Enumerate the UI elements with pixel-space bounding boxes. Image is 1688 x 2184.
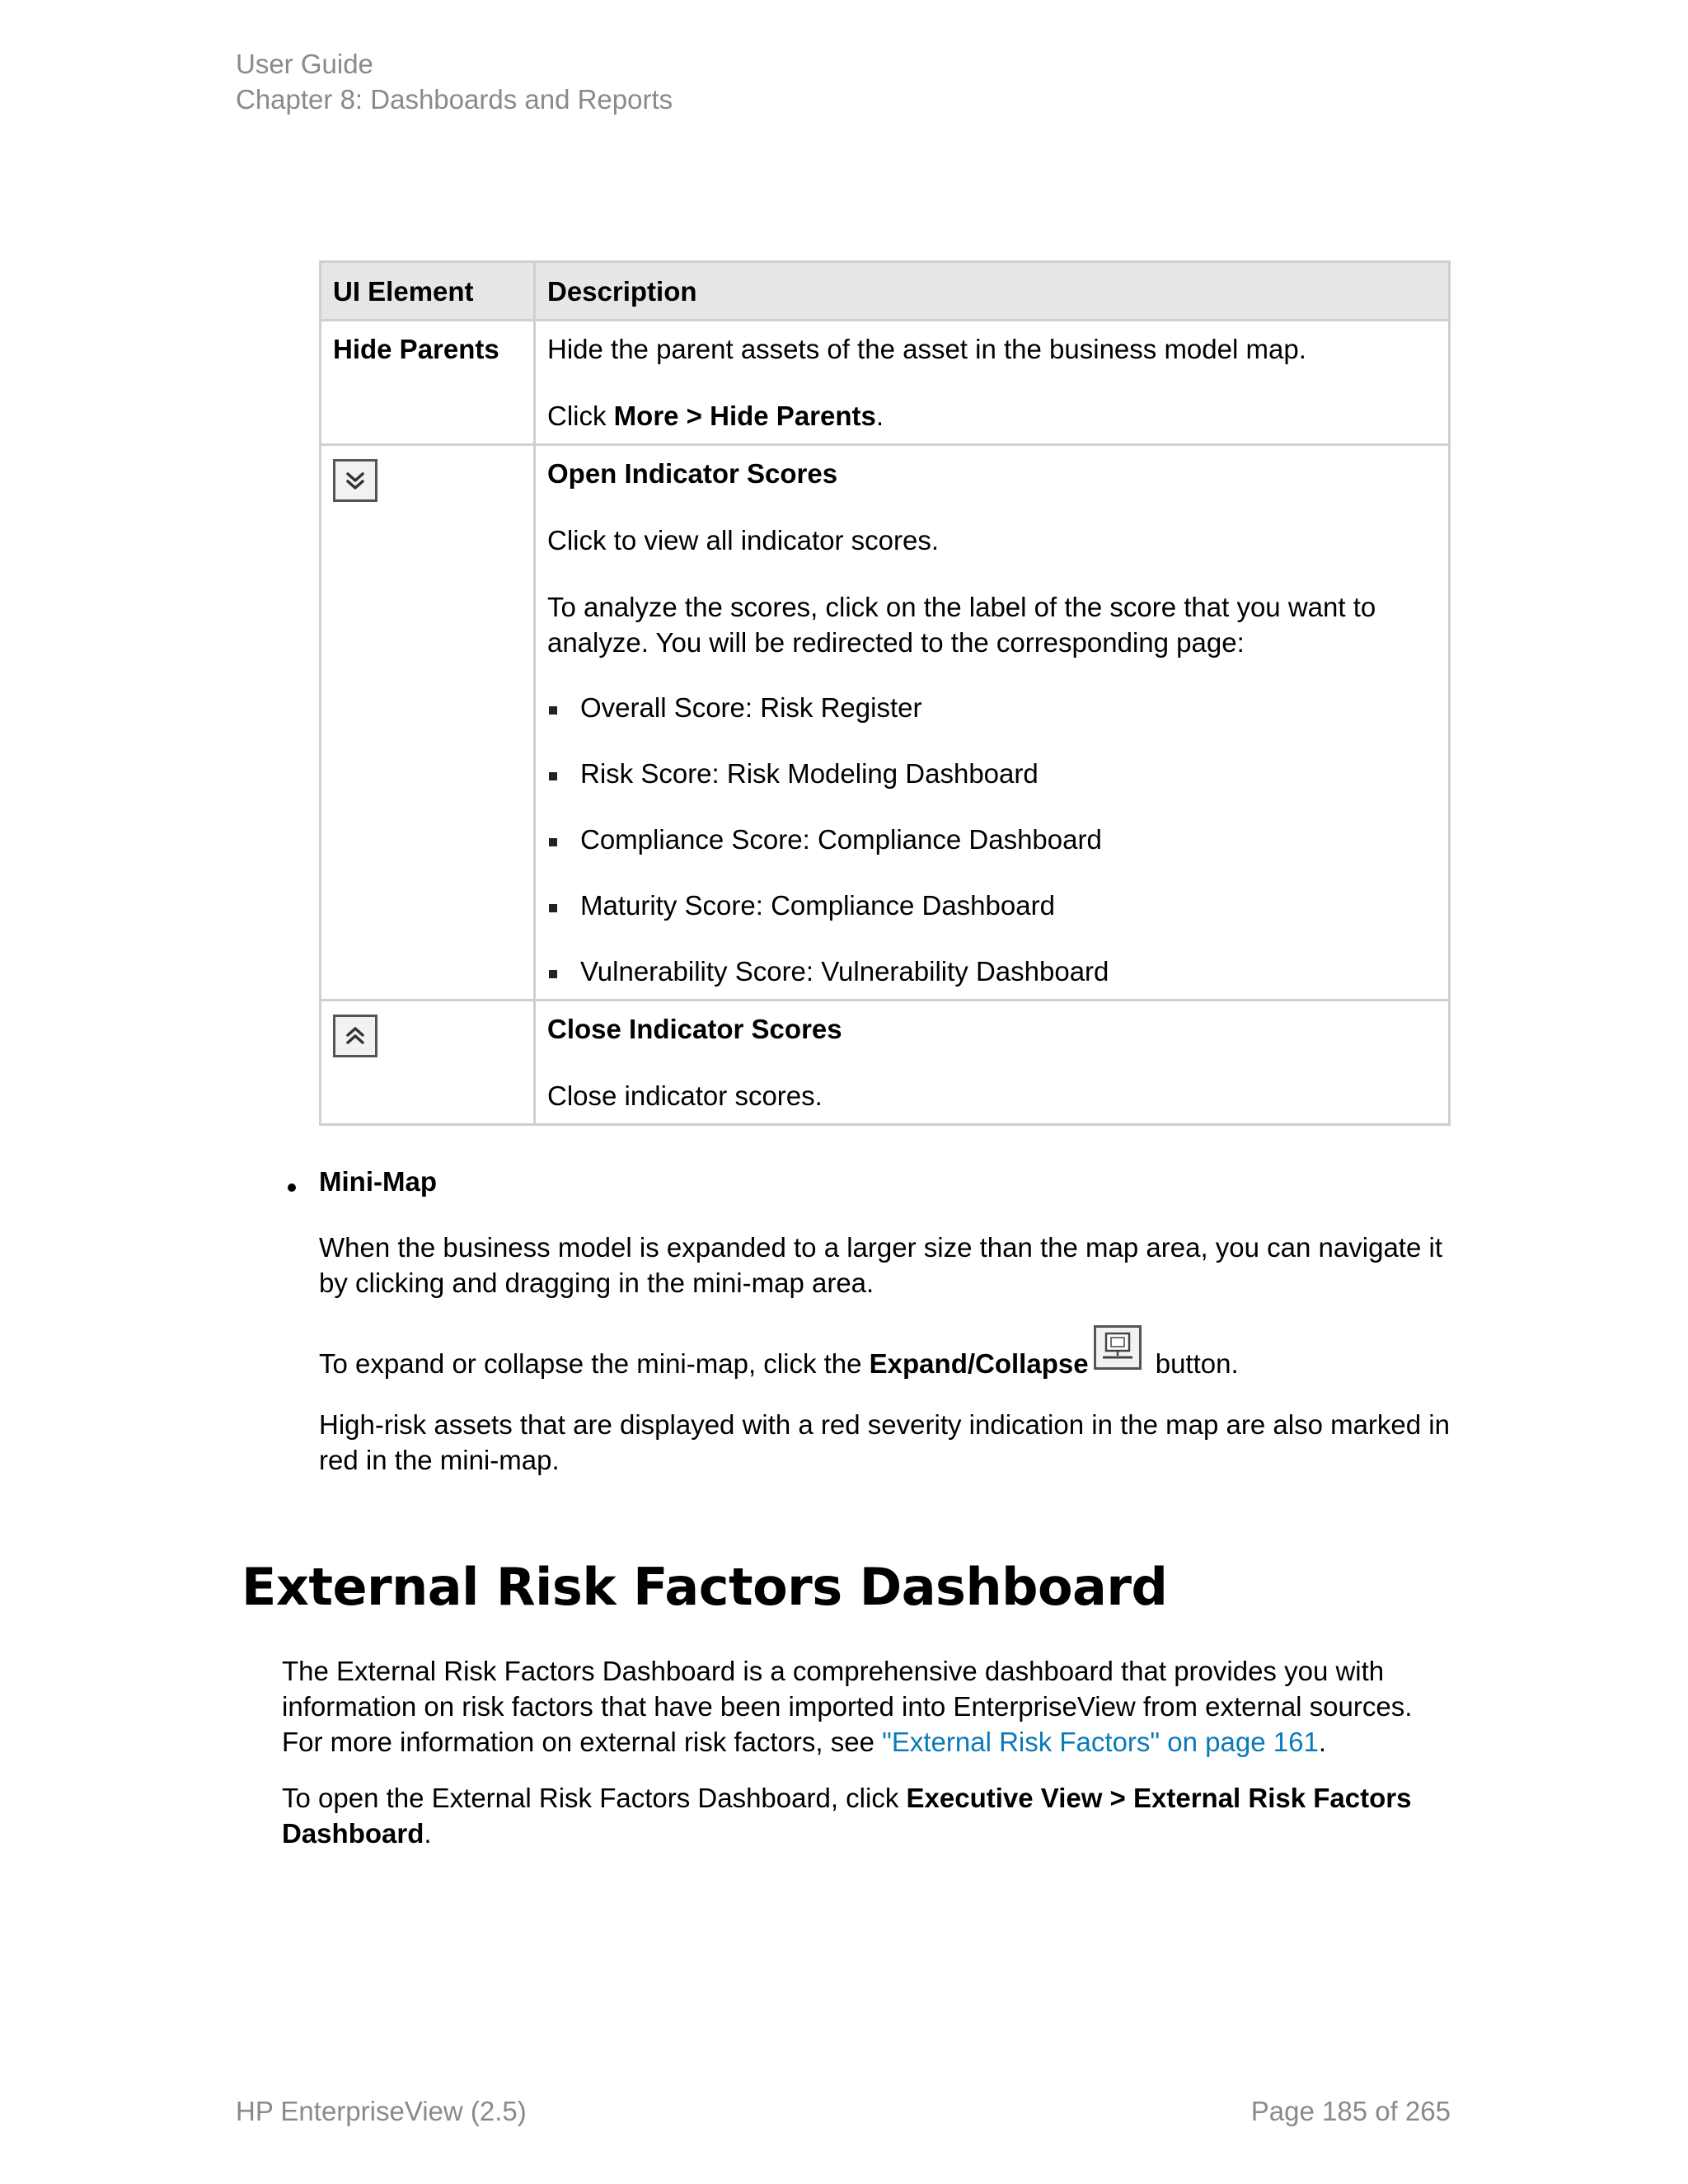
list-item: Vulnerability Score: Vulnerability Dashboard — [547, 954, 1437, 989]
list-item: Maturity Score: Compliance Dashboard — [547, 888, 1437, 923]
minimap-paragraph — [280, 1333, 1451, 1381]
column-header-description: Description — [535, 262, 1450, 321]
description-text: Hide the parent assets of the asset in the business model map. — [547, 334, 1306, 364]
minimap-section — [280, 1164, 1451, 1478]
element-name: Hide Parents — [333, 334, 499, 364]
monitor-icon — [1094, 1325, 1142, 1370]
score-list — [547, 690, 1437, 989]
table-cell-element — [321, 445, 535, 1001]
section-heading: External Risk Factors Dashboard — [241, 1557, 1168, 1617]
double-chevron-up-icon — [333, 1015, 377, 1057]
doc-title: User Guide — [236, 49, 373, 79]
table-header-row — [321, 262, 1450, 321]
footer-page-number: Page 185 of 265 — [1250, 2096, 1451, 2126]
description-text: To analyze the scores, click on the label of the score that you want to analyze. You will be redirected to the corresponding page: — [547, 592, 1376, 658]
minimap-paragraph: High-risk assets that are displayed with a red severity indication in the map are also marked in red in the mini-map. — [319, 1409, 1450, 1475]
table-cell-element — [321, 1001, 535, 1125]
paragraph-suffix: . — [1318, 1727, 1326, 1757]
ui-element-table — [319, 260, 1451, 1126]
navigation-path: Executive View > External Risk Factors Dashboard — [282, 1783, 1412, 1849]
description-instruction — [547, 398, 1437, 434]
menu-path: More > Hide Parents — [613, 401, 876, 431]
section-paragraph — [282, 1780, 1452, 1851]
element-title: Open Indicator Scores — [547, 458, 838, 489]
list-item: Overall Score: Risk Register — [547, 690, 1437, 725]
footer-product: HP EnterpriseView (2.5) — [236, 2096, 527, 2126]
table-cell-element — [321, 321, 535, 445]
section-body — [282, 1653, 1452, 1851]
table-cell-description — [535, 1001, 1450, 1125]
minimap-paragraph: When the business model is expanded to a larger size than the map area, you can navigate it by clicking and dragging in the mini-map area. — [319, 1232, 1442, 1298]
table-cell-description — [535, 445, 1450, 1001]
text-suffix: button. — [1147, 1348, 1239, 1379]
expand-collapse-label: Expand/Collapse — [869, 1348, 1089, 1379]
instruction-suffix: . — [875, 401, 884, 431]
description-text: Close indicator scores. — [547, 1080, 823, 1111]
table-row — [321, 1001, 1450, 1125]
table-row — [321, 445, 1450, 1001]
chapter-title: Chapter 8: Dashboards and Reports — [236, 84, 673, 115]
table-cell-description — [535, 321, 1450, 445]
description-text: Click to view all indicator scores. — [547, 525, 939, 555]
section-paragraph — [282, 1653, 1452, 1760]
double-chevron-down-icon — [333, 459, 377, 502]
running-header — [236, 46, 673, 117]
external-risk-factors-link[interactable]: "External Risk Factors" on page 161 — [882, 1727, 1319, 1757]
minimap-title: Mini-Map — [280, 1164, 1451, 1199]
table-row — [321, 321, 1450, 445]
instruction-prefix: Click — [547, 401, 614, 431]
paragraph-suffix: . — [424, 1818, 432, 1849]
element-title: Close Indicator Scores — [547, 1014, 842, 1044]
paragraph-text: To open the External Risk Factors Dashboard, click — [282, 1783, 907, 1813]
column-header-ui-element: UI Element — [321, 262, 535, 321]
paragraph-text: The External Risk Factors Dashboard is a comprehensive dashboard that provides you with information on risk factors that have been imported into EnterpriseView from external sources. For more information on external risk factors, see — [282, 1656, 1413, 1757]
text-prefix: To expand or collapse the mini-map, click the — [319, 1348, 870, 1379]
list-item: Compliance Score: Compliance Dashboard — [547, 822, 1437, 857]
list-item: Risk Score: Risk Modeling Dashboard — [547, 756, 1437, 791]
